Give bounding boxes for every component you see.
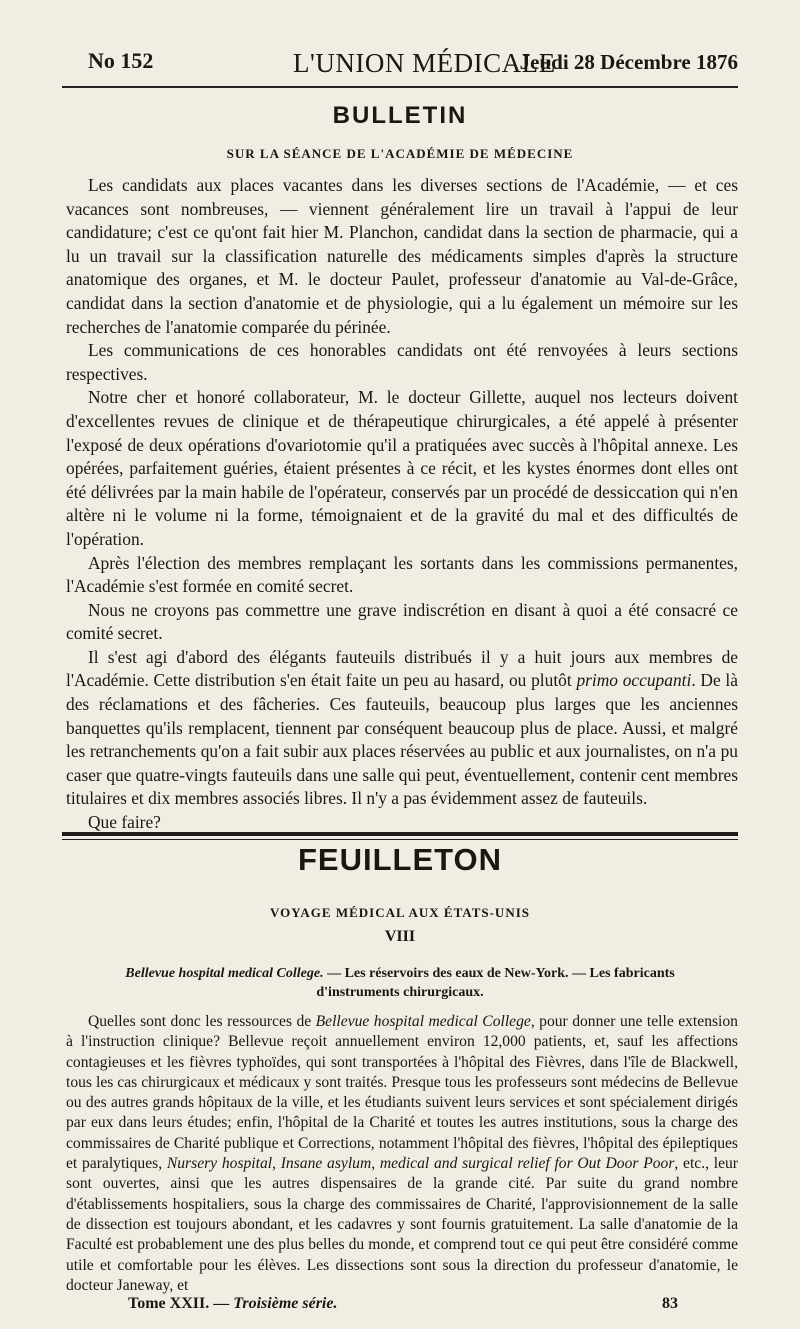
bulletin-body <box>66 174 738 835</box>
page-number: No 152 <box>88 48 154 73</box>
summary-lead: Bellevue hospital medical College. <box>125 966 324 981</box>
page-footer <box>128 1295 678 1319</box>
chapter-number: VIII <box>384 928 416 945</box>
section-divider <box>62 839 738 840</box>
italic-phrase: Nursery hospital, Insane asylum, medical and surgical relief for Out Door Poor <box>166 1155 675 1173</box>
paragraph: Notre cher et honoré collaborateur, M. le docteur Gillette, auquel nos lecteurs doivent d'excellentes revues de clinique et de thérapeutique chirurgicales, a été appelé à présenter l'exposé de deux opérations d'ovariotomie qu'il a pratiquées avec succès à l'hôpital annexe. Les opérées, parfaitement guéries, étaient présentes à ce récit, et les kystes énormes dont elles ont été délivrées par la main habile de l'opérateur, conservés par un procédé de dessiccation qui n'en altère ni le volume ni la forme, témoignaient et de la gravité du mal et des difficultés de l'opération. <box>66 387 738 549</box>
paragraph-text: . De là des réclamations et des fâcheries. Ces fauteuils, beaucoup plus larges que les anciennes banquettes qu'ils remplacent, tiennent par conséquent beaucoup plus de place. Aussi, et malgré les retranchements qu'on a fait subir aux places réservées au public et aux journalistes, on n'a pu caser que quatre-vingts fauteuils dans une salle qui peut, éventuellement, contenir cent membres titulaires et dix membres associés libres. Il n'y a pas évidemment assez de fauteuils. <box>66 670 738 809</box>
paragraph-text: Il s'est agi d'abord des élégants fauteuils distribués il y a huit jours aux membres de l'Académie. Cette distribution s'en était faite un peu au hasard, ou plutôt <box>66 646 738 691</box>
header-rule <box>62 86 738 88</box>
paragraph-text: Quelles sont donc les ressources de <box>88 1013 316 1030</box>
paragraph <box>66 646 738 811</box>
bulletin-title: BULLETIN <box>332 102 468 129</box>
issue-date: Jeudi 28 Décembre 1876 <box>519 50 738 74</box>
paragraph-text: , pour donner une telle extension à l'instruction clinique? Bellevue reçoit annuellement environ 12,000 patients, et, sauf les affections contagieuses et les fièvres typhoïdes, qui sont transportées à l'hôpital des Fièvres, dans l'île de Blackwell, tous les cas chirurgicaux et médicaux y sont traités. Presque tous les professeurs sont médecins de Bellevue ou des autres grands hôpitaux de la ville, et les étudiants suivent leurs services et sont spécialement dirigés par eux dans leurs études; enfin, l'hôpital de la Charité et toutes les autres institutions, sous la charge des commissaires de Charité publique et Corrections, notamment l'hôpital des fièvres, l'hôpital des épileptiques et paralytiques, <box>66 1013 738 1173</box>
journal-title: L'UNION MÉDICALE <box>293 48 556 78</box>
tome-label: Tome XXII. — <box>128 1295 230 1312</box>
feuilleton-body <box>66 1012 738 1296</box>
bulletin-subtitle: SUR LA SÉANCE DE L'ACADÉMIE DE MÉDECINE <box>226 146 574 161</box>
summary-text: — Les réservoirs des eaux de New-York. — Les fabricants d'instruments chirurgicaux. <box>316 966 675 1000</box>
italic-phrase: primo occupanti <box>576 670 692 691</box>
running-header <box>88 46 738 82</box>
footer-page-number: 83 <box>662 1295 678 1312</box>
paragraph: Les communications de ces honorables candidats ont été renvoyées à leurs sections respectives. <box>66 340 738 384</box>
paragraph: Après l'élection des membres remplaçant les sortants dans les commissions permanentes, l'Académie s'est formée en comité secret. <box>66 552 738 597</box>
paragraph <box>66 1012 738 1296</box>
paragraph: Que faire? <box>88 812 161 833</box>
italic-phrase: Bellevue hospital medical College <box>315 1013 531 1030</box>
chapter-summary <box>110 964 690 1002</box>
section-divider <box>62 832 738 836</box>
paragraph: Les candidats aux places vacantes dans les diverses sections de l'Académie, — et ces vacances sont nombreuses, — viennent généralement lire un travail à l'appui de leur candidature; c'est ce qu'ont fait hier M. Planchon, candidat dans la section de pharmacie, qui a lu un travail sur la classification naturelle des médicaments simples d'après la structure anatomique des organes, et M. le docteur Paulet, professeur d'anatomie au Val-de-Grâce, candidat dans la section d'anatomie et de physiologie, qui a lu également un mémoire sur les recherches de l'anatomie comparée du périnée. <box>66 175 738 337</box>
feuilleton-title: FEUILLETON <box>297 842 503 877</box>
series-label: Troisième série. <box>233 1295 338 1312</box>
paragraph: Nous ne croyons pas commettre une grave indiscrétion en disant à quoi a été consacré ce comité secret. <box>66 599 738 644</box>
footer-tome <box>128 1295 337 1313</box>
paragraph-text: , etc., leur sont ouvertes, ainsi que les autres dispensaires de la grande cité. Par suite du grand nombre d'établissements hospitaliers, sous la charge des commissaires de Charité, l'approvisionnement de la salle de dissection est toujours abondant, et les cadavres y sont fournis gratuitement. La salle d'anatomie de la Faculté est probablement une des plus belles du monde, et comprend tout ce qui peut être considéré comme utile et comfortable pour les élèves. Les dissections sont sous la direction du professeur d'anatomie, le docteur Janeway, et <box>66 1155 738 1294</box>
series-title: VOYAGE MÉDICAL AUX ÉTATS-UNIS <box>269 905 531 920</box>
